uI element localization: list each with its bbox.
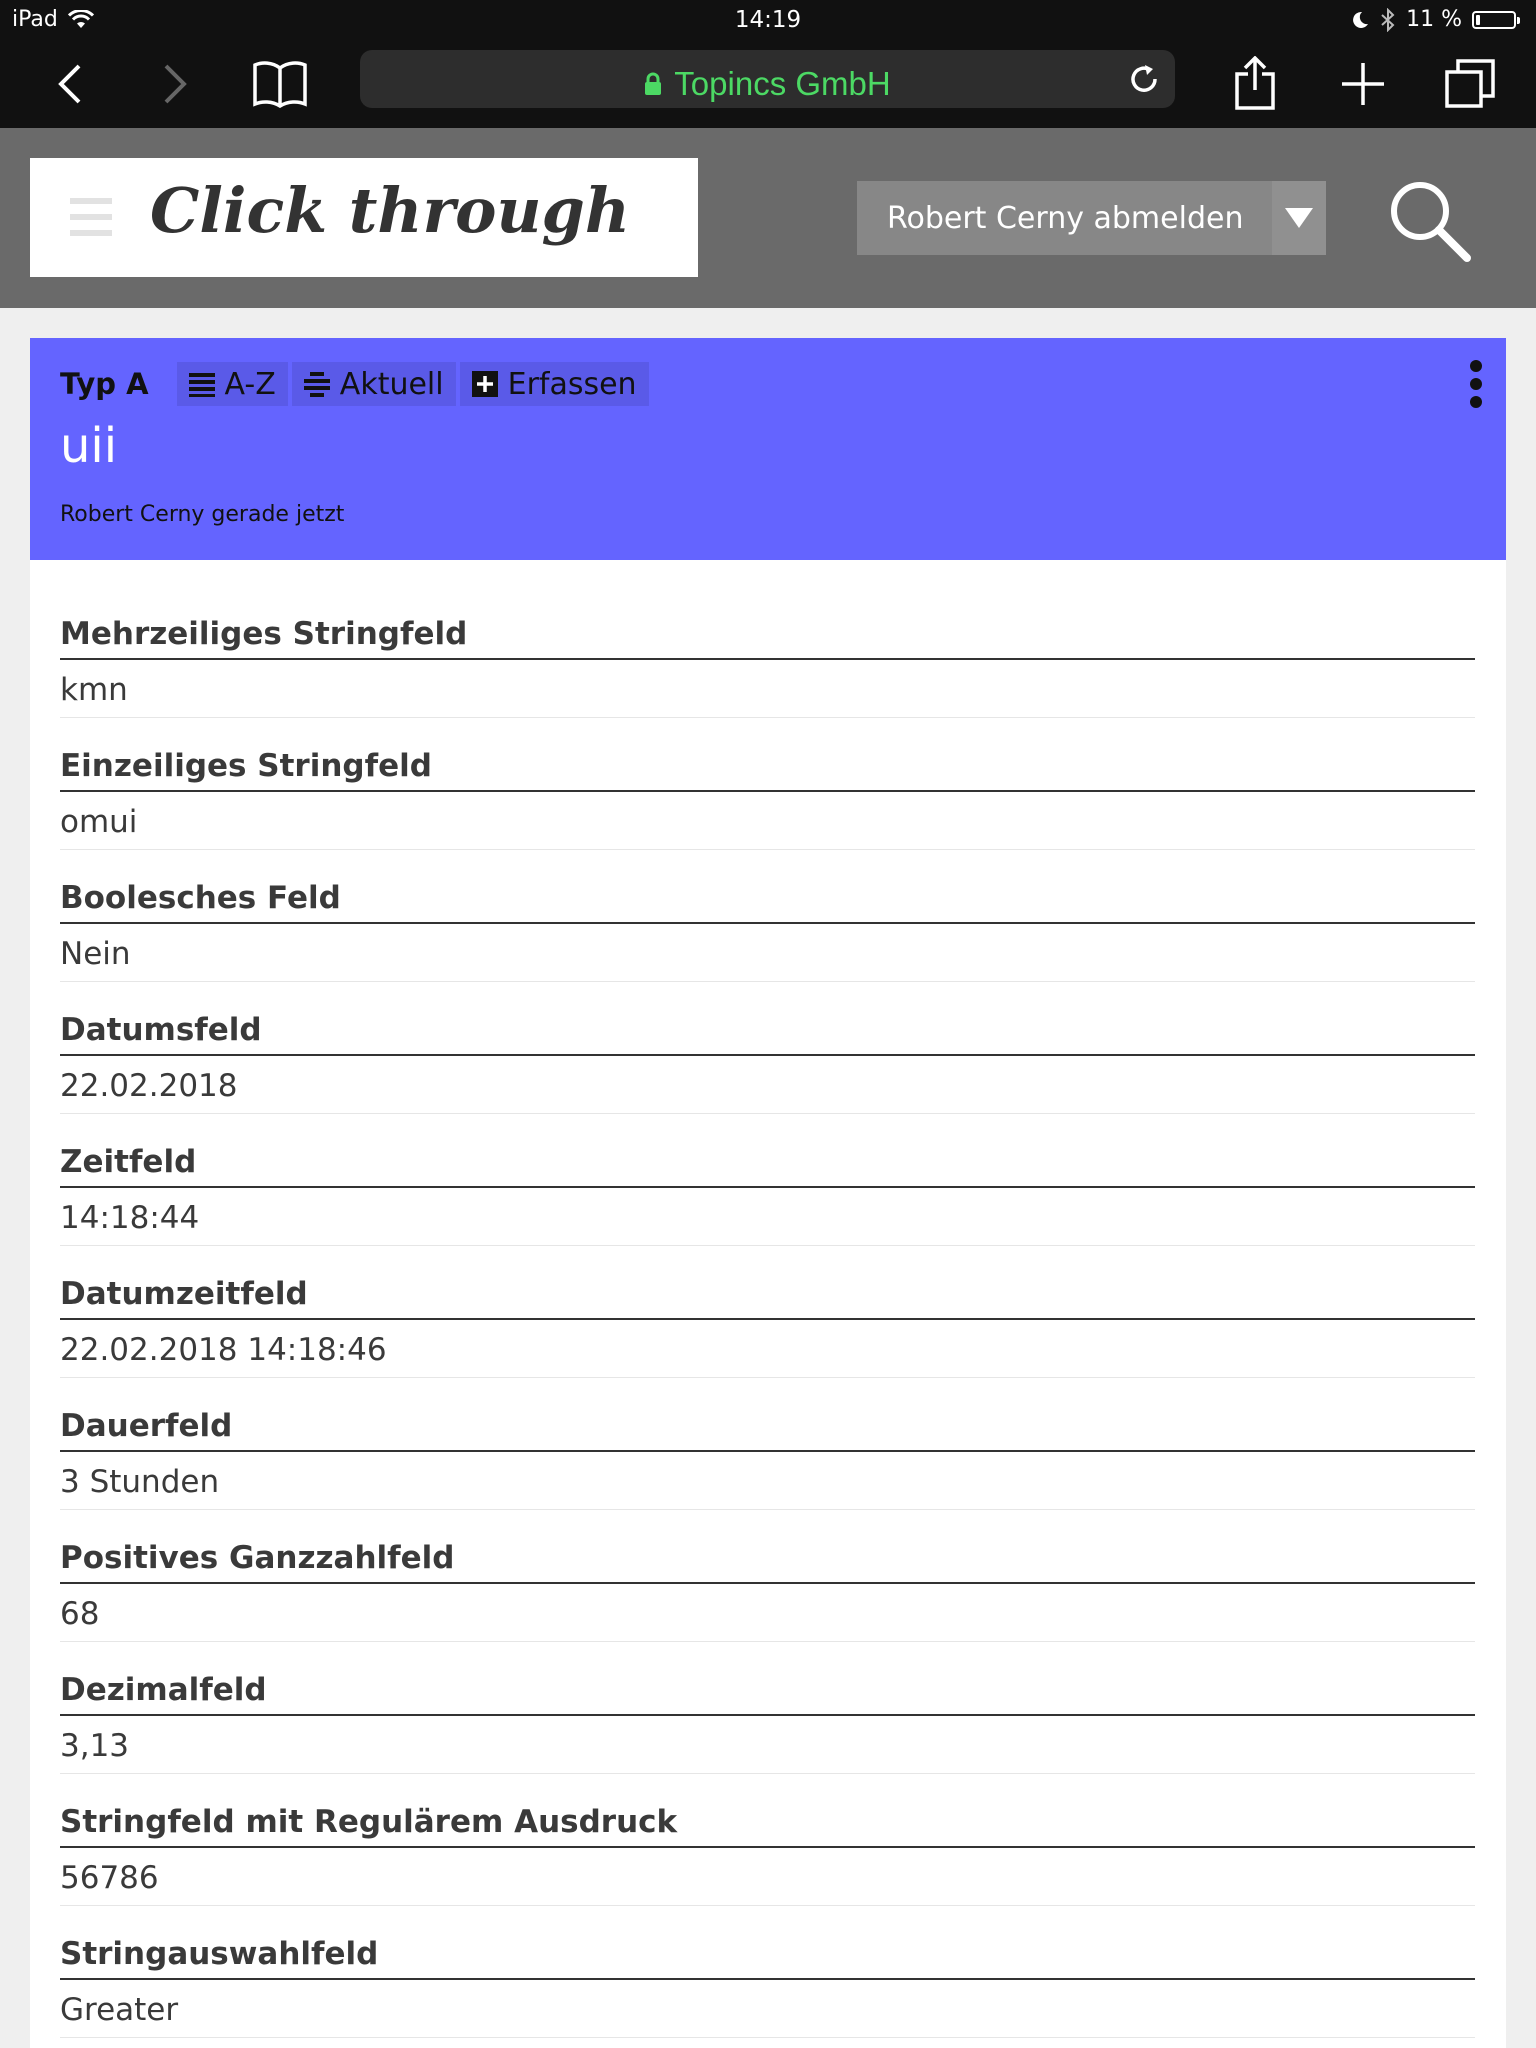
current-list-icon (304, 371, 330, 397)
field-label: Stringauswahlfeld (60, 1908, 1475, 1980)
field-label: Boolesches Feld (60, 852, 1475, 924)
field-value: 14:18:44 (60, 1188, 1475, 1246)
back-button[interactable] (40, 54, 100, 114)
field-value: 22.02.2018 14:18:46 (60, 1320, 1475, 1378)
field-label: Stringfeld mit Regulärem Ausdruck (60, 1776, 1475, 1848)
field-row (60, 984, 1475, 1114)
url-label: Topincs GmbH (674, 65, 891, 102)
caret-down-icon (1285, 208, 1313, 228)
record-title: uii (60, 418, 118, 474)
field-value: 22.02.2018 (60, 1056, 1475, 1114)
list-icon (189, 371, 215, 397)
record-meta: Robert Cerny gerade jetzt (60, 502, 345, 527)
forward-button[interactable] (145, 54, 205, 114)
field-label: Mehrzeiliges Stringfeld (60, 588, 1475, 660)
search-icon[interactable] (1385, 176, 1475, 266)
app-title[interactable]: Click through (150, 174, 630, 247)
tabs-icon (1444, 58, 1496, 110)
battery-percent: 11 % (1406, 7, 1462, 32)
field-row (60, 1116, 1475, 1246)
field-label: Datumzeitfeld (60, 1248, 1475, 1320)
create-button[interactable] (460, 362, 649, 406)
current-label: Aktuell (339, 366, 444, 402)
field-label: Dezimalfeld (60, 1644, 1475, 1716)
logo-box (30, 158, 698, 277)
field-value: 68 (60, 1584, 1475, 1642)
reload-icon[interactable] (1127, 62, 1161, 96)
field-row (60, 588, 1475, 718)
field-row (60, 1512, 1475, 1642)
field-value: 56786 (60, 1848, 1475, 1906)
az-label: A-Z (224, 366, 276, 402)
field-row (60, 1776, 1475, 1906)
tabs-button[interactable] (1440, 54, 1500, 114)
app-header (0, 128, 1536, 308)
user-menu-button[interactable] (857, 181, 1326, 255)
address-bar[interactable] (360, 50, 1175, 108)
user-menu-toggle[interactable] (1272, 181, 1326, 255)
user-menu-label: Robert Cerny abmelden (887, 201, 1244, 236)
type-label[interactable]: Typ A (60, 367, 149, 401)
moon-icon (1350, 10, 1370, 30)
chevron-left-icon (55, 62, 85, 106)
field-row (60, 1248, 1475, 1378)
share-icon (1233, 56, 1277, 112)
hamburger-icon[interactable] (70, 198, 112, 238)
field-row (60, 852, 1475, 982)
bluetooth-icon (1380, 8, 1396, 32)
field-value: kmn (60, 660, 1475, 718)
field-value: 3,13 (60, 1716, 1475, 1774)
field-row (60, 1644, 1475, 1774)
field-value: Greater (60, 1980, 1475, 2038)
device-label: iPad (12, 7, 58, 32)
field-value: omui (60, 792, 1475, 850)
kebab-menu-icon[interactable] (1466, 360, 1486, 410)
field-row (60, 1908, 1475, 2038)
new-tab-button[interactable] (1333, 54, 1393, 114)
lock-icon (644, 72, 662, 96)
chevron-right-icon (160, 62, 190, 106)
record-body (30, 560, 1506, 2048)
field-label: Dauerfeld (60, 1380, 1475, 1452)
current-button[interactable] (292, 362, 456, 406)
plus-icon (1340, 61, 1386, 107)
share-button[interactable] (1225, 54, 1285, 114)
book-icon (252, 60, 308, 108)
field-label: Zeitfeld (60, 1116, 1475, 1188)
field-label: Datumsfeld (60, 984, 1475, 1056)
field-label: Positives Ganzzahlfeld (60, 1512, 1475, 1584)
battery-icon (1472, 11, 1516, 29)
status-right (1350, 7, 1516, 32)
field-row (60, 720, 1475, 850)
az-button[interactable] (177, 362, 288, 406)
field-row (60, 1380, 1475, 1510)
browser-toolbar (0, 40, 1536, 128)
field-value: 3 Stunden (60, 1452, 1475, 1510)
field-label: Einzeiliges Stringfeld (60, 720, 1475, 792)
create-label: Erfassen (507, 366, 637, 402)
record-toolbar (60, 362, 653, 406)
field-value: Nein (60, 924, 1475, 982)
status-bar (0, 0, 1536, 40)
bookmarks-button[interactable] (250, 54, 310, 114)
record-header (30, 338, 1506, 560)
plus-square-icon (472, 371, 498, 397)
status-time: 14:19 (734, 7, 802, 33)
battery-fill (1476, 15, 1480, 25)
url-display (360, 65, 1175, 103)
